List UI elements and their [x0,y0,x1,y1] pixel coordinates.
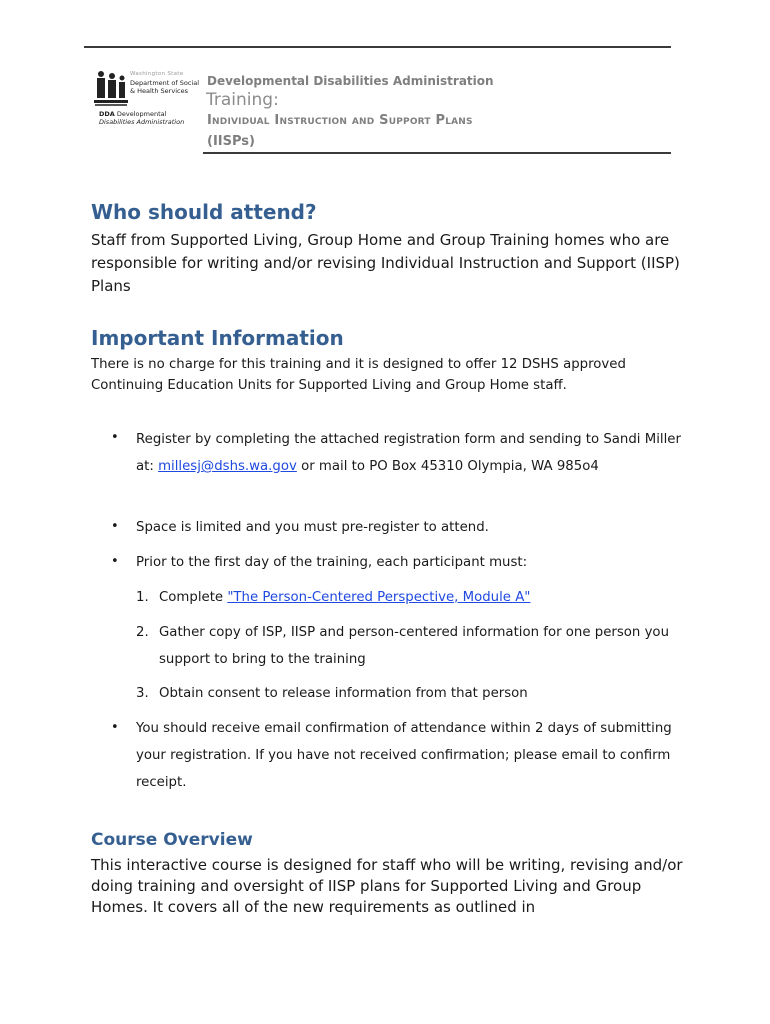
training-label: Training: [206,90,279,110]
header-top-rule [84,46,671,48]
step-complete-text: Complete [159,590,228,605]
step-gather: Gather copy of ISP, IISP and person-centered information for one person you support to bring to the training [159,625,669,667]
register-text: Register by completing the attached registration form and sending to Sandi Miller at: [136,432,681,474]
register-address: or mail to PO Box 45310 Olympia, WA 985o4 [296,459,599,474]
logo-dda-abbr: DDA [99,110,115,118]
logo-state-text: Washington State [130,71,184,77]
important-info-text: There is no charge for this training and it is designed to offer 12 DSHS approved Continuing Education Units for Supported Living and Group Home staff. [91,357,626,393]
course-overview-text: This interactive course is designed for staff who will be writing, revising and/or doing training and oversight of IISP plans for Supported Living and Group Homes. It covers all of the new requirements as outlined in [91,856,683,916]
logo-dshs-line1: Department of Social [130,79,200,87]
training-title-line1: Individual Instruction and Support Plans [207,113,473,128]
important-info-heading: Important Information [91,326,344,350]
header-bottom-rule [203,152,671,154]
who-attend-text: Staff from Supported Living, Group Home and Group Training homes who are responsible for writing and/or revising Individual Instruction and Support (IISP) Plans [91,231,680,295]
email-link[interactable]: millesj@dshs.wa.gov [158,459,297,474]
bullet-prior: Prior to the first day of the training, each participant must: [136,555,528,570]
logo-dshs-line2: & Health Services [130,87,188,95]
administration-name: Developmental Disabilities Administration [207,74,494,88]
step-number: 2. [136,625,149,640]
step-number: 1. [136,590,149,605]
bullet-register [136,426,686,480]
step-complete [159,584,679,611]
bullet-space-limited: Space is limited and you must pre-register to attend. [136,520,489,535]
training-title-line2: (IISPs) [207,134,255,149]
logo-dda-name: Developmental [116,110,167,118]
dshs-dda-logo [94,70,200,130]
bullet-symbol: • [111,519,119,534]
course-overview-heading: Course Overview [91,830,253,850]
logo-dda-line2: Disabilities Administration [99,118,185,126]
people-figures-icon [94,70,130,108]
bullet-symbol: • [111,720,119,735]
bullet-confirmation: You should receive email confirmation of attendance within 2 days of submitting your registration. If you have not received confirmation; please email to confirm receipt. [136,721,672,790]
step-number: 3. [136,686,149,701]
module-a-link[interactable]: "The Person-Centered Perspective, Module A" [227,590,531,605]
bullet-symbol: • [111,554,119,569]
who-attend-heading: Who should attend? [91,200,317,224]
bullet-symbol: • [111,430,119,445]
step-consent: Obtain consent to release information from that person [159,686,528,701]
logo-dda-line1 [99,110,166,118]
